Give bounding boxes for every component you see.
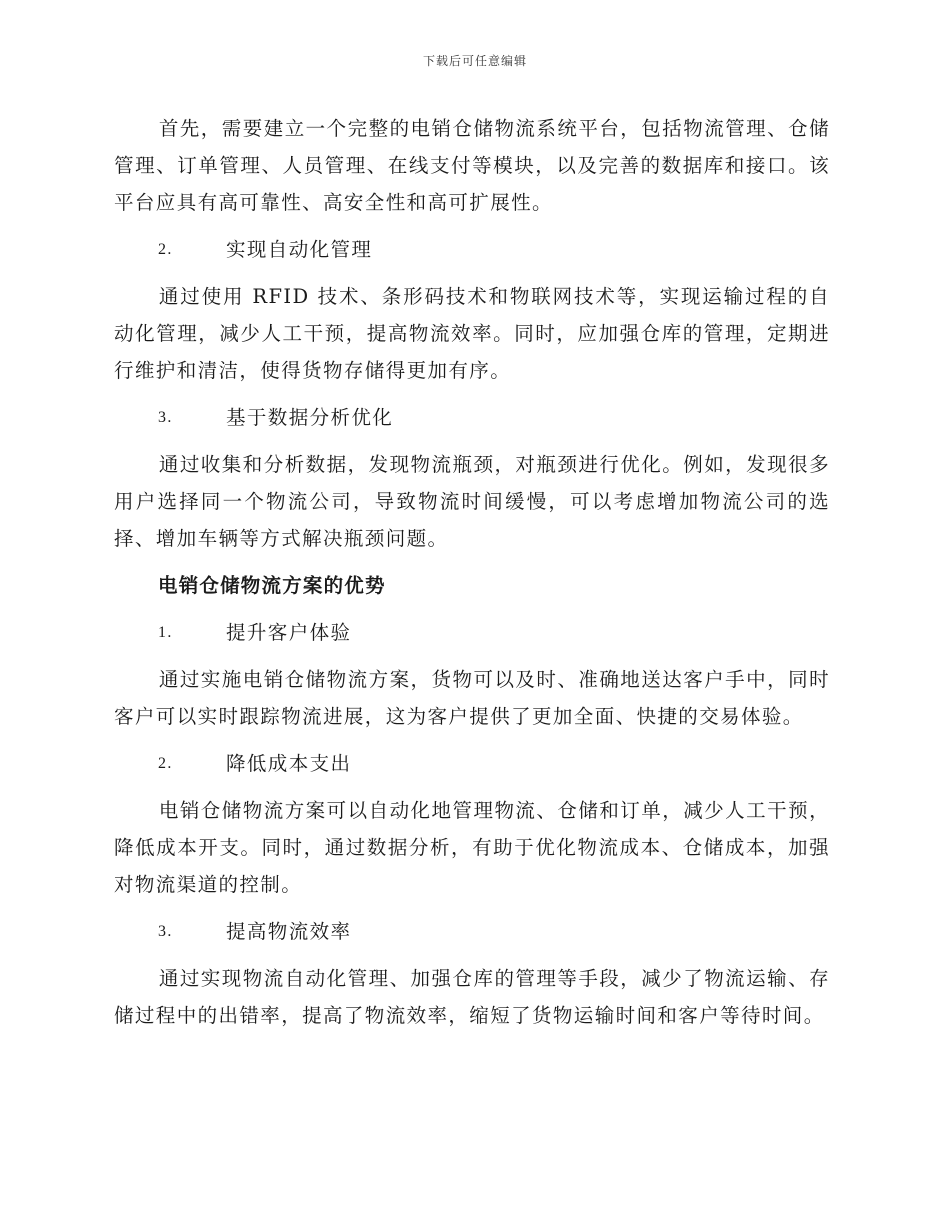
list-item-efficiency [114,913,830,950]
list-item-title: 提高物流效率 [226,920,352,943]
list-number: 2. [158,755,173,772]
list-number: 1. [158,624,173,641]
page-header: 下载后可任意编辑 [422,54,527,68]
paragraph-data-analysis: 通过收集和分析数据，发现物流瓶颈，对瓶颈进行优化。例如，发现很多用户选择同一个物流公司，导致物流时间缓慢，可以考虑增加物流公司的选择、增加车辆等方式解决瓶颈问题。 [114,453,830,550]
list-item-title: 实现自动化管理 [226,238,373,261]
list-item-reduce-cost [114,745,830,782]
list-item-title: 基于数据分析优化 [226,406,394,429]
list-item-title: 提升客户体验 [226,621,352,644]
paragraph-reduce-cost: 电销仓储物流方案可以自动化地管理物流、仓储和订单，减少人工干预，降低成本开支。同时，通过数据分析，有助于优化物流成本、仓储成本，加强对物流渠道的控制。 [114,799,830,896]
list-number: 3. [158,923,173,940]
paragraph-platform: 首先，需要建立一个完整的电销仓储物流系统平台，包括物流管理、仓储管理、订单管理、人员管理、在线支付等模块，以及完善的数据库和接口。该平台应具有高可靠性、高安全性和高可扩展性。 [114,117,830,214]
paragraph-customer-experience: 通过实施电销仓储物流方案，货物可以及时、准确地送达客户手中，同时客户可以实时跟踪物流进展，这为客户提供了更加全面、快捷的交易体验。 [114,668,830,728]
document-body [114,110,830,1044]
list-item-customer-experience [114,614,830,651]
section-heading: 电销仓储物流方案的优势 [158,574,386,597]
list-item-data-analysis [114,399,830,436]
paragraph-automation: 通过使用 RFID 技术、条形码技术和物联网技术等，实现运输过程的自动化管理，减少人工干预，提高物流效率。同时，应加强仓库的管理，定期进行维护和清洁，使得货物存储得更加有序。 [114,285,830,382]
list-number: 2. [158,241,173,258]
list-number: 3. [158,409,173,426]
list-item-automation [114,231,830,268]
paragraph-efficiency: 通过实现物流自动化管理、加强仓库的管理等手段，减少了物流运输、存储过程中的出错率，提高了物流效率，缩短了货物运输时间和客户等待时间。 [114,967,830,1027]
list-item-title: 降低成本支出 [226,752,352,775]
